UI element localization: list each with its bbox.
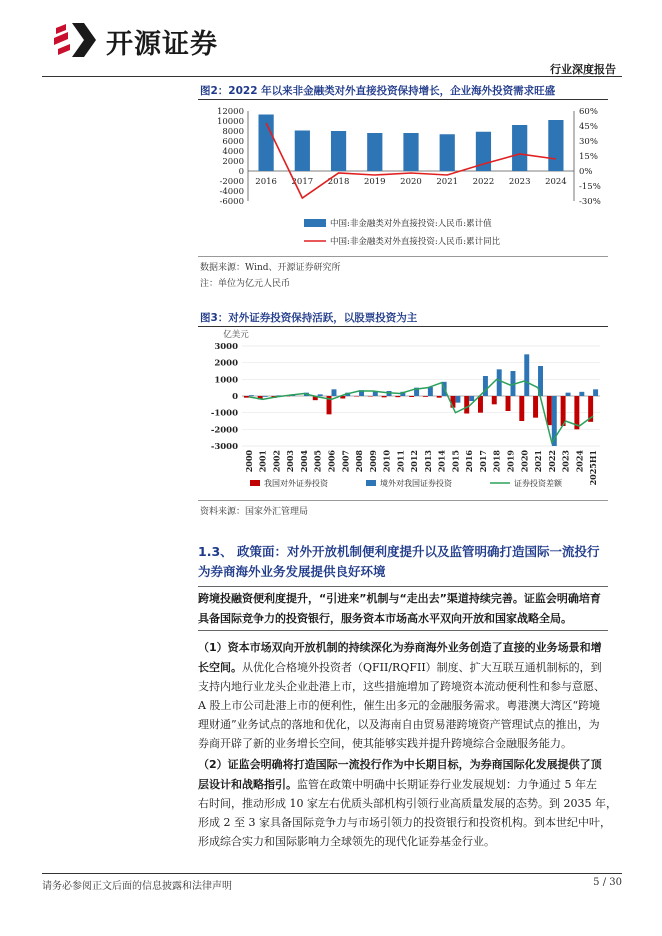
figure3-title: 图3：对外证券投资保持活跃，以股票投资为主: [200, 312, 418, 324]
p2-bold-line2: 层设计和战略指引。: [198, 778, 297, 791]
figure2-source: 数据来源：Wind、开源证券研究所: [200, 263, 341, 273]
bar-outward: [533, 396, 538, 418]
y-tick-left: 2000: [222, 157, 244, 167]
bar-outward: [382, 396, 387, 397]
bar-outward: [244, 396, 249, 398]
legend-swatch-outward: [250, 480, 260, 486]
x-tick-label: 2024: [574, 450, 585, 473]
section-title-line2: 为券商海外业务发展提供良好环境: [198, 564, 386, 579]
x-tick-label: 2001: [257, 450, 268, 473]
bar-outward: [409, 396, 414, 397]
figure2-title: 图2：2022 年以来非金融类对外直接投资保持增长，企业海外投资需求旺盛: [200, 85, 556, 97]
x-tick-label: 2013: [422, 450, 433, 473]
legend-label-inward: 境外对我国证券投资: [380, 479, 452, 488]
figure2-legend: [198, 210, 608, 254]
y-tick: -1000: [210, 408, 238, 419]
bar-outward: [354, 396, 359, 397]
unit-label: 亿美元: [223, 330, 249, 340]
x-tick-label: 2009: [367, 450, 378, 473]
logo-text: 开源证券: [106, 29, 218, 60]
logo-mark-icon: [52, 20, 100, 58]
y-tick-right: 60%: [579, 107, 598, 117]
y-tick-right: -15%: [579, 182, 601, 192]
x-tick-label: 2024: [545, 177, 567, 187]
p1-line5: 理财通”业务试点的落地和优化，以及海南自由贸易港跨境资产管理试点的推出，为: [198, 718, 600, 731]
x-tick-label: 2014: [436, 450, 447, 473]
bar-inward: [593, 389, 598, 396]
x-tick-label: 2023: [508, 177, 531, 187]
bar-inward: [428, 387, 433, 396]
bar: [403, 133, 418, 171]
p2-line2-rest: 监管在政策中明确中长期证券行业发展规划：力争通过 5 年左: [297, 778, 597, 791]
x-tick-label: 2020: [519, 450, 530, 473]
logo: [52, 20, 252, 60]
bar-outward: [395, 396, 400, 397]
x-tick-label: 2007: [340, 450, 351, 473]
bar: [512, 125, 527, 171]
x-tick-label: 2015: [450, 450, 461, 473]
x-tick-label: 2020: [400, 177, 422, 187]
x-tick-label: 2021: [533, 450, 544, 473]
p1-line6: 券商开辟了新的业务增长空间，使其能够实践并提升跨境综合金融服务能力。: [198, 737, 572, 750]
summary-bottom-rule: [198, 630, 608, 631]
figure3-source: 资料来源：国家外汇管理局: [200, 507, 309, 517]
x-tick-label: 2025H1: [588, 450, 599, 486]
bar-inward: [469, 396, 474, 401]
bar: [331, 131, 346, 171]
p1-line2: [198, 658, 602, 677]
bar: [440, 134, 455, 171]
header-divider: [42, 76, 622, 77]
x-tick-label: 2010: [381, 450, 392, 473]
bar-outward: [519, 396, 524, 421]
bar-inward: [497, 369, 502, 396]
legend-label-net: 证券投资差额: [514, 479, 562, 488]
x-tick-label: 2022: [472, 177, 495, 187]
x-tick-label: 2021: [436, 177, 459, 187]
y-tick: 3000: [214, 342, 238, 352]
bar-outward: [437, 396, 442, 398]
y-tick-right: 15%: [579, 152, 598, 162]
y-tick-right: 0%: [579, 167, 593, 177]
bar-outward: [423, 396, 428, 397]
p2-line3: 右时间，推动形成 10 家左右优质头部机构引领行业高质量发展的态势。到 2035 年，: [198, 797, 617, 810]
bar-inward: [566, 393, 571, 396]
p2-bold-line1: （2）证监会明确将打造国际一流投行作为中长期目标，为券商国际化发展提供了顶: [198, 758, 602, 771]
p2-line5: 形成综合实力和国际影响力全球领先的现代化证券基金行业。: [198, 835, 495, 848]
x-tick-label: 2018: [491, 450, 502, 473]
bar-inward: [318, 394, 323, 396]
x-tick-label: 2017: [291, 177, 314, 187]
bar-inward: [579, 392, 584, 396]
p2-line2: [198, 775, 597, 794]
y-tick-right: -30%: [579, 197, 601, 207]
legend-label-line: 中国:非金融类对外直接投资:人民币:累计同比: [330, 237, 501, 247]
y-tick-left: 4000: [222, 147, 244, 157]
bar: [367, 133, 382, 171]
y-tick: -2000: [210, 425, 238, 436]
x-tick-label: 2012: [409, 450, 420, 473]
figure2-bottom-rule: [198, 256, 608, 257]
p1-line2-rest: 从优化合格境外投资者（QFII/RQFII）制度、扩大互联互通机制标的，到: [242, 661, 602, 674]
section-title-line1: 1.3、 政策面：对外开放机制便利度提升以及监管明确打造国际一流投行: [198, 544, 600, 559]
bar-inward: [455, 396, 460, 403]
summary-line2: 具备国际竞争力的投资银行，服务资本市场高水平双向开放和国家战略全局。: [198, 612, 572, 625]
p1-bold-line1: （1）资本市场双向开放机制的持续深化为券商海外业务创造了直接的业务场景和增: [198, 641, 602, 654]
x-tick-label: 2000: [243, 450, 254, 473]
y-tick-left: -4000: [219, 187, 244, 197]
bar-outward: [368, 396, 373, 397]
x-tick-label: 2003: [285, 450, 296, 473]
y-tick-right: 30%: [579, 137, 598, 147]
x-tick-label: 2004: [298, 450, 309, 473]
x-tick-label: 2019: [363, 177, 386, 187]
bar-inward: [524, 354, 529, 396]
p1-line3: 支持内地行业龙头企业赴港上市，这些措施增加了跨境资本流动便利性和参与意愿、: [198, 680, 605, 693]
legend-label-bar: 中国:非金融类对外直接投资:人民币:累计值: [330, 219, 492, 229]
x-tick-label: 2018: [327, 177, 350, 187]
y-tick-left: 12000: [216, 107, 244, 117]
legend-swatch-inward: [366, 480, 376, 486]
bar-outward: [506, 396, 511, 411]
x-tick-label: 2011: [395, 450, 406, 473]
x-tick-label: 2023: [560, 450, 571, 473]
bar-inward: [483, 376, 488, 396]
legend-label-outward: 我国对外证券投资: [264, 479, 328, 488]
footer-disclaimer: 请务必参阅正文后面的信息披露和法律声明: [42, 881, 232, 892]
bar-inward: [249, 395, 254, 396]
y-tick: 0: [232, 392, 238, 402]
y-tick: -3000: [210, 442, 238, 452]
y-tick-left: 10000: [216, 117, 244, 127]
report-type: 行业深度报告: [550, 63, 616, 76]
x-tick-label: 2002: [271, 450, 282, 473]
p1-line4: A 股上市公司赴港上市的便利性，催生出多元的金融服务需求。粤港澳大湾区“跨境: [198, 699, 601, 712]
x-tick-label: 2006: [326, 450, 337, 473]
x-tick-label: 2017: [477, 450, 488, 473]
bar: [548, 120, 563, 171]
figure3-chart: [198, 328, 608, 500]
bar-inward: [332, 389, 337, 396]
x-tick-label: 2022: [546, 450, 557, 473]
y-tick-right: 45%: [579, 122, 598, 132]
x-tick-label: 2005: [312, 450, 323, 473]
figure3-bottom-rule: [198, 500, 608, 501]
x-tick-label: 2008: [354, 450, 365, 473]
p1-bold-line2: 长空间。: [198, 661, 242, 674]
x-tick-label: 2016: [464, 450, 475, 473]
x-tick-label: 2016: [255, 177, 277, 187]
y-tick-left: 8000: [222, 127, 244, 137]
y-tick-left: -2000: [219, 177, 244, 187]
summary-top-rule: [198, 586, 608, 587]
bar: [259, 115, 274, 172]
x-tick-label: 2019: [505, 450, 516, 473]
p2-line4: 形成 2 至 3 家具备国际竞争力与市场引领力的投资银行和投资机构。到本世纪中叶，: [198, 816, 611, 829]
legend-swatch-bar: [304, 219, 326, 227]
y-tick: 1000: [214, 375, 238, 386]
summary-line1: 跨境投融资便利度提升，“引进来”机制与“走出去”渠道持续完善。证监会明确培育: [198, 592, 601, 605]
bar-outward: [464, 396, 469, 414]
footer-divider: [42, 873, 622, 874]
bar-inward: [263, 396, 268, 397]
y-tick-left: 6000: [222, 137, 244, 147]
bar: [295, 131, 310, 172]
y-tick-left: -6000: [219, 197, 244, 207]
bar-outward: [492, 396, 497, 404]
page-number: 5 / 30: [593, 877, 622, 888]
y-tick: 2000: [214, 358, 238, 369]
bar-outward: [478, 396, 483, 413]
bar-outward: [547, 396, 552, 425]
y-tick-left: 0: [238, 167, 244, 177]
figure2-note: 注：单位为亿元人民币: [200, 279, 291, 289]
